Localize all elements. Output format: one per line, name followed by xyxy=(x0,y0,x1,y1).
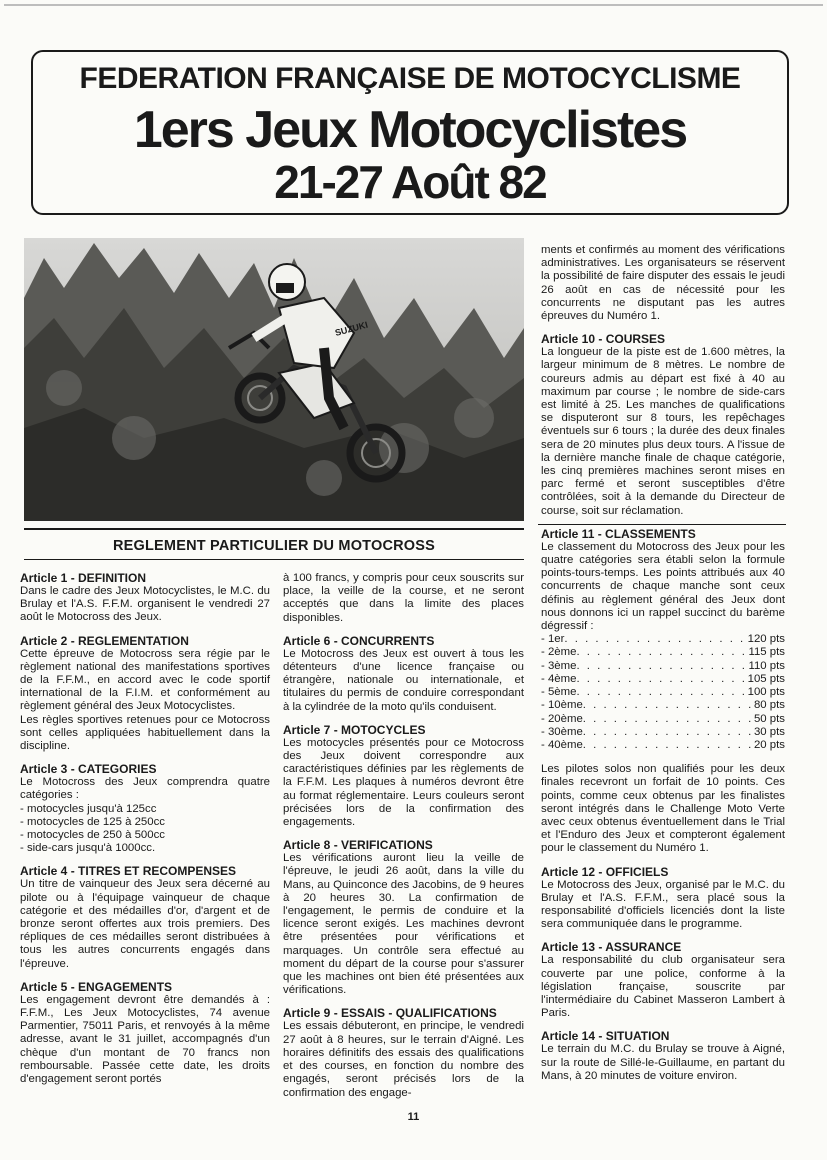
points-rank: - 10ème xyxy=(541,699,583,712)
article-10 xyxy=(541,333,785,518)
points-rank: - 2ème xyxy=(541,646,577,659)
points-value: 20 pts xyxy=(753,738,785,751)
article-text: Les pilotes solos non qualifiés pour les deux finales recevront un forfait de 10 points. Ces points, comme ceux obtenus par les finalistes seront intégrés dans le Challenge Moto Verte avec ceux obtenus éventuellement dans le Trial et l'Enduro des Jeux et compteront également pour le classement du Numéro 1. xyxy=(541,763,785,855)
points-row xyxy=(541,726,785,739)
article-text: ments et confirmés au moment des vérifications administratives. Les organisateurs se réservent la possibilité de faire disputer des essais le jeudi 26 août en cas de nécessité pour les concurrents ne disputant pas les autres épreuves du Numéro 1. xyxy=(541,244,785,323)
jersey-text: SUZUKI xyxy=(333,319,369,338)
article-text: à 100 francs, y compris pour ceux souscrits sur place, la veille de la course, et ne seront acceptés que dans la limite des places disponibles. xyxy=(283,572,524,624)
points-row xyxy=(541,739,785,752)
points-row xyxy=(541,699,785,712)
article-title: Article 1 - DEFINITION xyxy=(20,571,147,585)
article-title: Article 2 - REGLEMENTATION xyxy=(20,633,189,648)
article-5-continued xyxy=(283,572,524,625)
points-rank: - 30ème xyxy=(541,725,583,738)
points-row xyxy=(541,713,785,726)
points-value: 120 pts xyxy=(747,633,785,646)
article-12 xyxy=(541,866,785,932)
article-title: Article 6 - CONCURRENTS xyxy=(283,633,435,648)
article-14 xyxy=(541,1030,785,1083)
points-row xyxy=(541,673,785,686)
article-title: Article 14 - SITUATION xyxy=(541,1029,670,1044)
article-text: Les motocycles présentés pour ce Motocross des Jeux doivent correspondre aux caractéristiques définies par les règlements de la F.F.M. Les plaques à numéros devront être au format réglementaire. Leurs couleurs seront précisées lors de la confirmation des engagements. xyxy=(283,736,524,829)
points-row xyxy=(541,660,785,673)
text-column-1 xyxy=(20,572,270,1096)
federation-name: FEDERATION FRANÇAISE DE MOTOCYCLISME xyxy=(79,62,741,95)
list-item: - side-cars jusqu'à 1000cc. xyxy=(20,842,156,855)
section-rule-top xyxy=(24,528,524,530)
article-text: La longueur de la piste est de 1.600 mètres, la largeur minimum de 8 mètres. Le nombre de coureurs admis au départ est fixé à 40 au maximum par course ; le nombre de side-cars est limité à 25. Les manches de qualifications se disputeront sur 8 tours, les repêchages éventuels sur 6 tours ; la durée des deux finales sera de 20 minutes plus deux tours. A l'issue de la dernière manche finale de chaque catégorie, les cinq premières machines seront mises en parc fermé et seront susceptibles d'être contrôlées, soit à la demande du Directeur de course, soit sur réclamation. xyxy=(541,346,785,517)
leader-dots xyxy=(583,739,754,752)
event-dates: 21-27 Août 82 xyxy=(274,156,546,208)
leader-dots xyxy=(583,726,754,739)
article-text: Dans le cadre des Jeux Motocyclistes, le M.C. du Brulay et l'A.S. F.F.M. organisent le vendredi 27 août le Motocross des Jeux. xyxy=(20,585,270,624)
article-title: Article 7 - MOTOCYCLES xyxy=(283,722,426,737)
article-8 xyxy=(283,839,524,997)
article-text: Le terrain du M.C. du Brulay se trouve à Aigné, sur la route de Sillé-le-Guillaume, en partant du Mans, à 20 minutes de voiture environ. xyxy=(541,1043,785,1082)
page-number: 11 xyxy=(407,1111,420,1123)
section-rule-bottom xyxy=(24,559,524,560)
points-value: 115 pts xyxy=(748,646,785,659)
list-item: - motocycles de 125 à 250cc xyxy=(20,815,165,828)
points-value: 110 pts xyxy=(748,659,785,672)
section-title: REGLEMENT PARTICULIER DU MOTOCROSS xyxy=(112,538,436,554)
points-value: 50 pts xyxy=(753,712,785,725)
points-rank: - 3ème xyxy=(541,659,577,672)
points-value: 100 pts xyxy=(747,686,785,699)
text-column-3 xyxy=(541,244,785,1093)
article-title: Article 8 - VERIFICATIONS xyxy=(283,838,433,853)
article-text: Un titre de vainqueur des Jeux sera décerné au pilote ou à l'équipage vainqueur de chaque catégorie et des médailles d'or, d'argent et de bronze seront offertes aux trois premiers. Des répliques de ces médailles seront distribuées à tous les autres concurrents engagés dans l'épreuve. xyxy=(20,878,270,970)
text-column-2 xyxy=(283,572,524,1110)
leader-dots xyxy=(576,660,748,673)
points-rank: - 40ème xyxy=(541,738,583,751)
article-text: Les essais débuteront, en principe, le vendredi 27 août à 8 heures, sur le terrain d'Aigné. Les horaires définitifs des essais des qualifications et des courses, en fonction du nombre des engagés, seront précisés lors de la confirmation des engage- xyxy=(283,1020,524,1099)
points-value: 80 pts xyxy=(753,699,785,712)
points-rank: - 5ème xyxy=(541,686,577,699)
article-title: Article 3 - CATEGORIES xyxy=(20,762,157,777)
event-title: 1ers Jeux Motocyclistes xyxy=(133,101,687,159)
article-text: Les vérifications auront lieu la veille de l'épreuve, le jeudi 26 août, dans la ville du Mans, au Quinconce des Jacobins, de 9 heures à 20 heures 30. La confirmation de l'engagement, le permis de conduire et la licence seront exigés. Les machines devront être présentées pour vérifications et marquages. Un contrôle sera effectué au moment du départ de la course pour s'assurer que les machines ont bien été présentées aux vérifications. xyxy=(283,852,524,997)
points-scale xyxy=(541,633,785,752)
article-9-continued xyxy=(541,244,785,323)
leader-dots xyxy=(576,673,747,686)
points-row xyxy=(541,633,785,646)
article-6 xyxy=(283,635,524,714)
article-title: Article 11 - CLASSEMENTS xyxy=(541,526,696,541)
article-title: Article 9 - ESSAIS - QUALIFICATIONS xyxy=(283,1006,497,1021)
article-title: Article 13 - ASSURANCE xyxy=(541,940,682,955)
category-list xyxy=(20,803,270,856)
article-9 xyxy=(283,1007,524,1099)
points-value: 105 pts xyxy=(747,672,785,685)
article-text: Les règles sportives retenues pour ce Motocross sont celles appliquées habituellement dans la discipline. xyxy=(20,713,270,753)
article-13 xyxy=(541,941,785,1020)
article-3 xyxy=(20,763,270,855)
article-text: Le Motocross des Jeux comprendra quatre catégories : xyxy=(20,776,270,802)
article-title: Article 5 - ENGAGEMENTS xyxy=(20,979,173,994)
article-7 xyxy=(283,724,524,829)
points-rank: - 4ème xyxy=(541,672,577,685)
article-title: Article 4 - TITRES ET RECOMPENSES xyxy=(20,864,237,879)
article-4 xyxy=(20,865,270,970)
article-title: Article 12 - OFFICIELS xyxy=(541,864,669,879)
list-item: - motocycles de 250 à 500cc xyxy=(20,829,165,842)
leader-dots xyxy=(583,713,754,726)
points-value: 30 pts xyxy=(753,725,785,738)
points-rank: - 1er xyxy=(541,633,565,646)
article-1 xyxy=(20,572,270,625)
points-rank: - 20ème xyxy=(541,712,583,725)
article-title: Article 10 - COURSES xyxy=(541,332,666,347)
article-text: Les engagement devront être demandés à : F.F.M., Les Jeux Motocyclistes, 74 avenue Parmentier, 75011 Paris, et renvoyés à la même adresse, avant le 31 juillet, accompagnés d'un chèque d'un montant de 70 francs non remboursable. Passée cette date, les droits d'engagement seront portés xyxy=(20,993,270,1086)
motocross-photo xyxy=(24,238,524,521)
article-text: Cette épreuve de Motocross sera régie par le règlement national des manifestations sportives de la F.F.M., en accord avec le code sportif international de la F.I.M. et conformément au règlement général des Jeux Motocyclistes. xyxy=(20,647,270,713)
top-edge-line xyxy=(4,4,823,6)
article-text: Le classement du Motocross des Jeux pour les quatre catégories sera établi selon la formule points-tours-temps. Les points attribués aux 40 concurrents de chaque manche sont ceux définis au règlement général des Jeux dont nous donnons ici un rappel succinct du barème dégressif : xyxy=(541,540,785,633)
article-text: Le Motocross des Jeux, organisé par le M.C. du Brulay et l'A.S. F.F.M., sera placé sous la responsabilité d'officiels licenciés dont la liste sera communiquée dans le programme. xyxy=(541,878,785,931)
article-2 xyxy=(20,635,270,754)
leader-dots xyxy=(583,699,754,712)
article-11 xyxy=(541,528,785,856)
article-text: La responsabilité du club organisateur sera couverte par une police, conforme à la législation française, souscrite par l'intermédiaire du Cabinet Masseron Lambert à Paris. xyxy=(541,954,785,1020)
points-row xyxy=(541,686,785,699)
leader-dots xyxy=(576,686,747,699)
points-row xyxy=(541,646,785,659)
article-5 xyxy=(20,981,270,1086)
header-box xyxy=(31,50,789,215)
article-text: Le Motocross des Jeux est ouvert à tous les détenteurs d'une licence française ou étrangère, nationale ou internationale, et titulaires du permis de conduire correspondant à la cylindrée de la moto qu'ils conduisent. xyxy=(283,647,524,713)
leader-dots xyxy=(564,633,747,646)
list-item: - motocycles jusqu'à 125cc xyxy=(20,802,157,815)
leader-dots xyxy=(576,646,748,659)
